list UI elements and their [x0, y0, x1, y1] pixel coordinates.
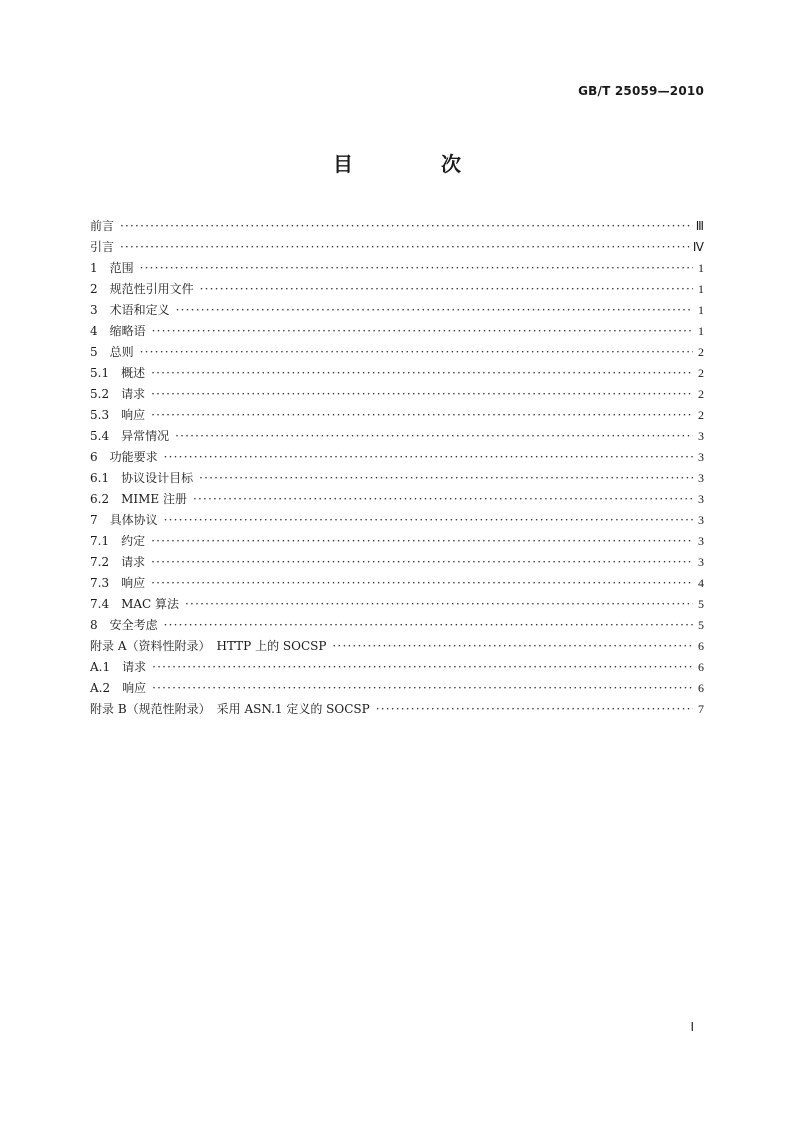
- toc-entry-label: A.2 响应: [90, 681, 147, 695]
- toc-entry-page: 3: [698, 492, 704, 506]
- toc-entry-label: 5 总则: [90, 345, 134, 359]
- toc-dot-leader: [151, 363, 693, 384]
- toc-entry-label: 5.3 响应: [90, 408, 146, 422]
- toc-entry[interactable]: [90, 447, 704, 468]
- toc-entry-label: 5.4 异常情况: [90, 429, 170, 443]
- toc-entry-page: Ⅳ: [692, 240, 704, 254]
- toc-entry-label: 7.2 请求: [90, 555, 146, 569]
- toc-entry-page: 1: [698, 324, 704, 338]
- toc-dot-leader: [193, 489, 693, 510]
- toc-entry-page: 1: [698, 303, 704, 317]
- toc-entry-label: 1 范围: [90, 261, 134, 275]
- toc-dot-leader: [176, 300, 693, 321]
- toc-entry-page: 1: [698, 282, 704, 296]
- toc-entry-page: 6: [698, 660, 704, 674]
- toc-entry-page: 3: [698, 429, 704, 443]
- toc-entry-label: 8 安全考虑: [90, 618, 158, 632]
- toc-entry[interactable]: [90, 342, 704, 363]
- toc-entry-label: 5.2 请求: [90, 387, 146, 401]
- toc-entry-label: 6.1 协议设计目标: [90, 471, 194, 485]
- toc-dot-leader: [199, 468, 693, 489]
- toc-entry-page: 2: [698, 366, 704, 380]
- toc-entry-label: A.1 请求: [90, 660, 147, 674]
- toc-entry[interactable]: [90, 531, 704, 552]
- toc-dot-leader: [140, 258, 693, 279]
- page-number: Ⅰ: [690, 1020, 694, 1034]
- toc-entry[interactable]: [90, 216, 704, 237]
- toc-entry-label: 6.2 MIME 注册: [90, 492, 187, 506]
- toc-entry[interactable]: [90, 468, 704, 489]
- toc-entry[interactable]: [90, 699, 704, 720]
- page-title: 目 次: [333, 152, 495, 176]
- toc-entry-label: 5.1 概述: [90, 366, 146, 380]
- toc-dot-leader: [152, 678, 693, 699]
- toc-entry-label: 前言: [90, 219, 115, 233]
- toc-entry-page: 7: [698, 702, 704, 716]
- toc-entry[interactable]: [90, 636, 704, 657]
- toc-entry-page: 3: [698, 555, 704, 569]
- toc-entry[interactable]: [90, 489, 704, 510]
- toc-dot-leader: [151, 384, 693, 405]
- toc-entry-page: 3: [698, 450, 704, 464]
- standard-code: GB/T 25059—2010: [578, 84, 704, 98]
- toc-dot-leader: [164, 615, 693, 636]
- toc-entry[interactable]: [90, 426, 704, 447]
- toc-entry[interactable]: [90, 573, 704, 594]
- toc-entry-page: Ⅲ: [695, 219, 704, 233]
- toc-entry[interactable]: [90, 321, 704, 342]
- toc-entry-page: 5: [698, 597, 704, 611]
- toc-entry-page: 6: [698, 681, 704, 695]
- toc-entry[interactable]: [90, 237, 704, 258]
- toc-entry-label: 7.3 响应: [90, 576, 146, 590]
- toc-dot-leader: [151, 552, 693, 573]
- toc-entry[interactable]: [90, 300, 704, 321]
- toc-dot-leader: [332, 636, 693, 657]
- toc-dot-leader: [152, 657, 693, 678]
- toc-dot-leader: [164, 510, 693, 531]
- toc-entry-page: 4: [698, 576, 704, 590]
- toc-entry[interactable]: [90, 594, 704, 615]
- toc-dot-leader: [152, 321, 693, 342]
- toc-entry-page: 1: [698, 261, 704, 275]
- toc-entry-label: 引言: [90, 240, 115, 254]
- toc-entry-label: 7.1 约定: [90, 534, 146, 548]
- toc-entry-page: 3: [698, 471, 704, 485]
- toc-entry-page: 2: [698, 345, 704, 359]
- toc-entry-label: 4 缩略语: [90, 324, 146, 338]
- toc-entry[interactable]: [90, 615, 704, 636]
- toc-entry-page: 2: [698, 408, 704, 422]
- table-of-contents: [90, 216, 704, 720]
- toc-entry[interactable]: [90, 279, 704, 300]
- toc-dot-leader: [151, 573, 693, 594]
- toc-dot-leader: [120, 237, 690, 258]
- toc-dot-leader: [120, 216, 693, 237]
- toc-dot-leader: [140, 342, 693, 363]
- toc-entry[interactable]: [90, 552, 704, 573]
- toc-entry-page: 2: [698, 387, 704, 401]
- toc-entry[interactable]: [90, 657, 704, 678]
- toc-entry[interactable]: [90, 384, 704, 405]
- toc-entry-page: 3: [698, 534, 704, 548]
- toc-dot-leader: [185, 594, 693, 615]
- toc-entry-label: 3 术语和定义: [90, 303, 170, 317]
- toc-entry-label: 附录 B（规范性附录） 采用 ASN.1 定义的 SOCSP: [90, 702, 370, 716]
- toc-entry-page: 6: [698, 639, 704, 653]
- toc-entry-label: 6 功能要求: [90, 450, 158, 464]
- toc-entry[interactable]: [90, 363, 704, 384]
- toc-dot-leader: [376, 699, 693, 720]
- toc-entry-label: 7.4 MAC 算法: [90, 597, 180, 611]
- toc-entry-label: 7 具体协议: [90, 513, 158, 527]
- toc-dot-leader: [151, 405, 693, 426]
- toc-entry[interactable]: [90, 678, 704, 699]
- toc-entry-label: 附录 A（资料性附录） HTTP 上的 SOCSP: [90, 639, 327, 653]
- toc-entry-page: 5: [698, 618, 704, 632]
- toc-entry[interactable]: [90, 510, 704, 531]
- toc-entry-page: 3: [698, 513, 704, 527]
- toc-entry-label: 2 规范性引用文件: [90, 282, 194, 296]
- toc-dot-leader: [164, 447, 693, 468]
- toc-entry[interactable]: [90, 405, 704, 426]
- toc-dot-leader: [175, 426, 693, 447]
- toc-dot-leader: [151, 531, 693, 552]
- toc-dot-leader: [200, 279, 693, 300]
- toc-entry[interactable]: [90, 258, 704, 279]
